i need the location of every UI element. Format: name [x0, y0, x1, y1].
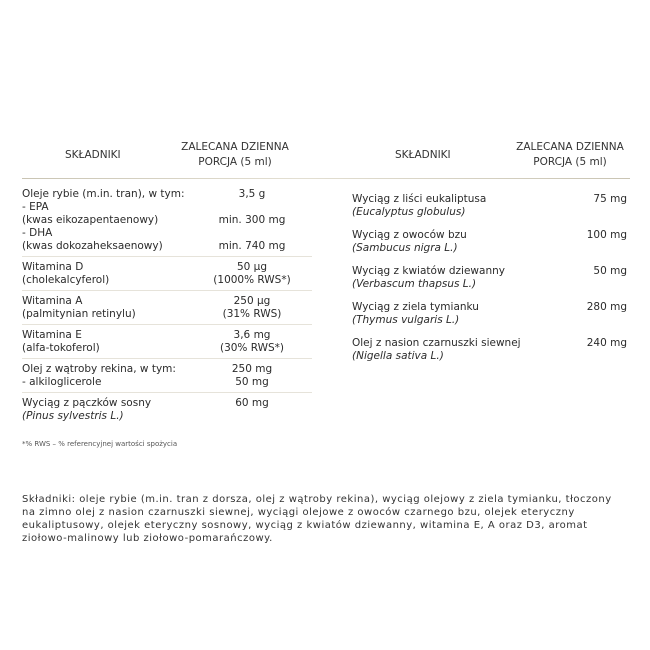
ingredient-name: Wyciąg z ziela tymianku	[352, 301, 479, 313]
footnote: *% RWS – % referencyjnej wartości spożycia	[22, 440, 178, 448]
table-line	[22, 214, 312, 227]
right-dose-header-line2: PORCJA (5 ml)	[533, 156, 607, 168]
table-line	[352, 265, 632, 278]
table-line	[352, 229, 632, 242]
left-dose-header-line2: PORCJA (5 ml)	[198, 156, 272, 168]
ingredient-name: - DHA	[22, 227, 53, 239]
table-row	[352, 337, 632, 366]
dose-value: min. 740 mg	[218, 240, 286, 252]
table-row	[352, 193, 632, 222]
left-ingredients-header: SKŁADNIKI	[65, 149, 121, 161]
dose-value: 250 mg	[231, 363, 273, 375]
dose-value: 60 mg	[235, 397, 269, 409]
ingredient-name: - EPA	[22, 201, 49, 213]
latin-name: (Sambucus nigra L.)	[352, 242, 458, 254]
table-line	[352, 314, 632, 327]
right-dose-header-line1: ZALECANA DZIENNA	[516, 141, 624, 153]
dose-value: 240 mg	[586, 337, 627, 349]
dose-value: 100 mg	[586, 229, 627, 241]
ingredient-name: Oleje rybie (m.in. tran), w tym:	[22, 188, 185, 200]
ingredient-name: Wyciąg z kwiatów dziewanny	[352, 265, 505, 277]
left-ingredient-table	[22, 188, 312, 430]
table-row	[22, 329, 312, 359]
ingredient-name: (kwas eikozapentaenowy)	[22, 214, 159, 226]
dose-value: 250 μg	[233, 295, 271, 307]
table-line	[22, 188, 312, 201]
right-ingredient-table	[352, 193, 632, 373]
dose-value: (30% RWS*)	[219, 342, 285, 354]
ingredient-name: Olej z nasion czarnuszki siewnej	[352, 337, 521, 349]
ingredient-name: (kwas dokozaheksaenowy)	[22, 240, 163, 252]
ingredient-name: Witamina E	[22, 329, 82, 341]
latin-name: (Eucalyptus globulus)	[352, 206, 466, 218]
latin-name: (Pinus sylvestris L.)	[22, 410, 124, 422]
right-dose-header	[505, 140, 635, 170]
ingredient-name: Witamina D	[22, 261, 84, 273]
table-row	[22, 397, 312, 426]
table-row	[352, 301, 632, 330]
table-line	[352, 337, 632, 350]
table-row	[22, 261, 312, 291]
table-line	[352, 301, 632, 314]
table-line	[22, 410, 312, 423]
table-line	[352, 206, 632, 219]
dose-value: 50 mg	[235, 376, 269, 388]
table-line	[22, 240, 312, 253]
table-line	[22, 227, 312, 240]
table-line	[22, 201, 312, 214]
ingredient-name: Wyciąg z owoców bzu	[352, 229, 467, 241]
table-line	[22, 363, 312, 376]
dose-value: 50 mg	[593, 265, 627, 277]
table-line	[352, 350, 632, 363]
left-dose-header-line1: ZALECANA DZIENNA	[181, 141, 289, 153]
table-line	[352, 193, 632, 206]
table-line	[22, 329, 312, 342]
dose-value: 280 mg	[586, 301, 627, 313]
table-line	[22, 308, 312, 321]
left-dose-header	[170, 140, 300, 170]
dose-value: 3,6 mg	[233, 329, 271, 341]
table-row	[352, 229, 632, 258]
table-row	[352, 265, 632, 294]
dose-value: 75 mg	[593, 193, 627, 205]
header-divider	[22, 178, 630, 179]
table-line	[22, 274, 312, 287]
dose-value: min. 300 mg	[218, 214, 286, 226]
table-line	[22, 397, 312, 410]
ingredient-name: Wyciąg z liści eukaliptusa	[352, 193, 487, 205]
ingredient-name: (cholekalcyferol)	[22, 274, 110, 286]
table-line	[22, 342, 312, 355]
latin-name: (Thymus vulgaris L.)	[352, 314, 460, 326]
dose-value: (31% RWS)	[222, 308, 282, 320]
dose-value: 50 μg	[236, 261, 268, 273]
latin-name: (Verbascum thapsus L.)	[352, 278, 477, 290]
right-ingredients-header: SKŁADNIKI	[395, 149, 451, 161]
composition-text: Składniki: oleje rybie (m.in. tran z dorsza, olej z wątroby rekina), wyciąg olejowy z ziela tymianku, tłoczony na zimno olej z nasion czarnuszki siewnej, wyciągi olejowe z owoców czarnego bzu, olejek eteryczny eukaliptusowy, olejek eteryczny sosnowy, wyciąg z kwiatów dziewanny, witamina E, A oraz D3, aromat ziołowo-malinowy lub ziołowo-pomarańczowy.	[22, 494, 612, 544]
ingredient-name: (alfa-tokoferol)	[22, 342, 100, 354]
latin-name: (Nigella sativa L.)	[352, 350, 444, 362]
table-row	[22, 363, 312, 393]
table-row	[22, 295, 312, 325]
ingredient-name: - alkiloglicerole	[22, 376, 102, 388]
ingredient-name: Wyciąg z pączków sosny	[22, 397, 152, 409]
ingredient-name: (palmitynian retinylu)	[22, 308, 136, 320]
ingredient-name: Olej z wątroby rekina, w tym:	[22, 363, 176, 375]
ingredient-name: Witamina A	[22, 295, 83, 307]
table-line	[352, 278, 632, 291]
table-row	[22, 188, 312, 257]
table-line	[352, 242, 632, 255]
table-line	[22, 376, 312, 389]
dose-value: (1000% RWS*)	[213, 274, 291, 286]
dose-value: 3,5 g	[238, 188, 266, 200]
table-line	[22, 295, 312, 308]
table-line	[22, 261, 312, 274]
